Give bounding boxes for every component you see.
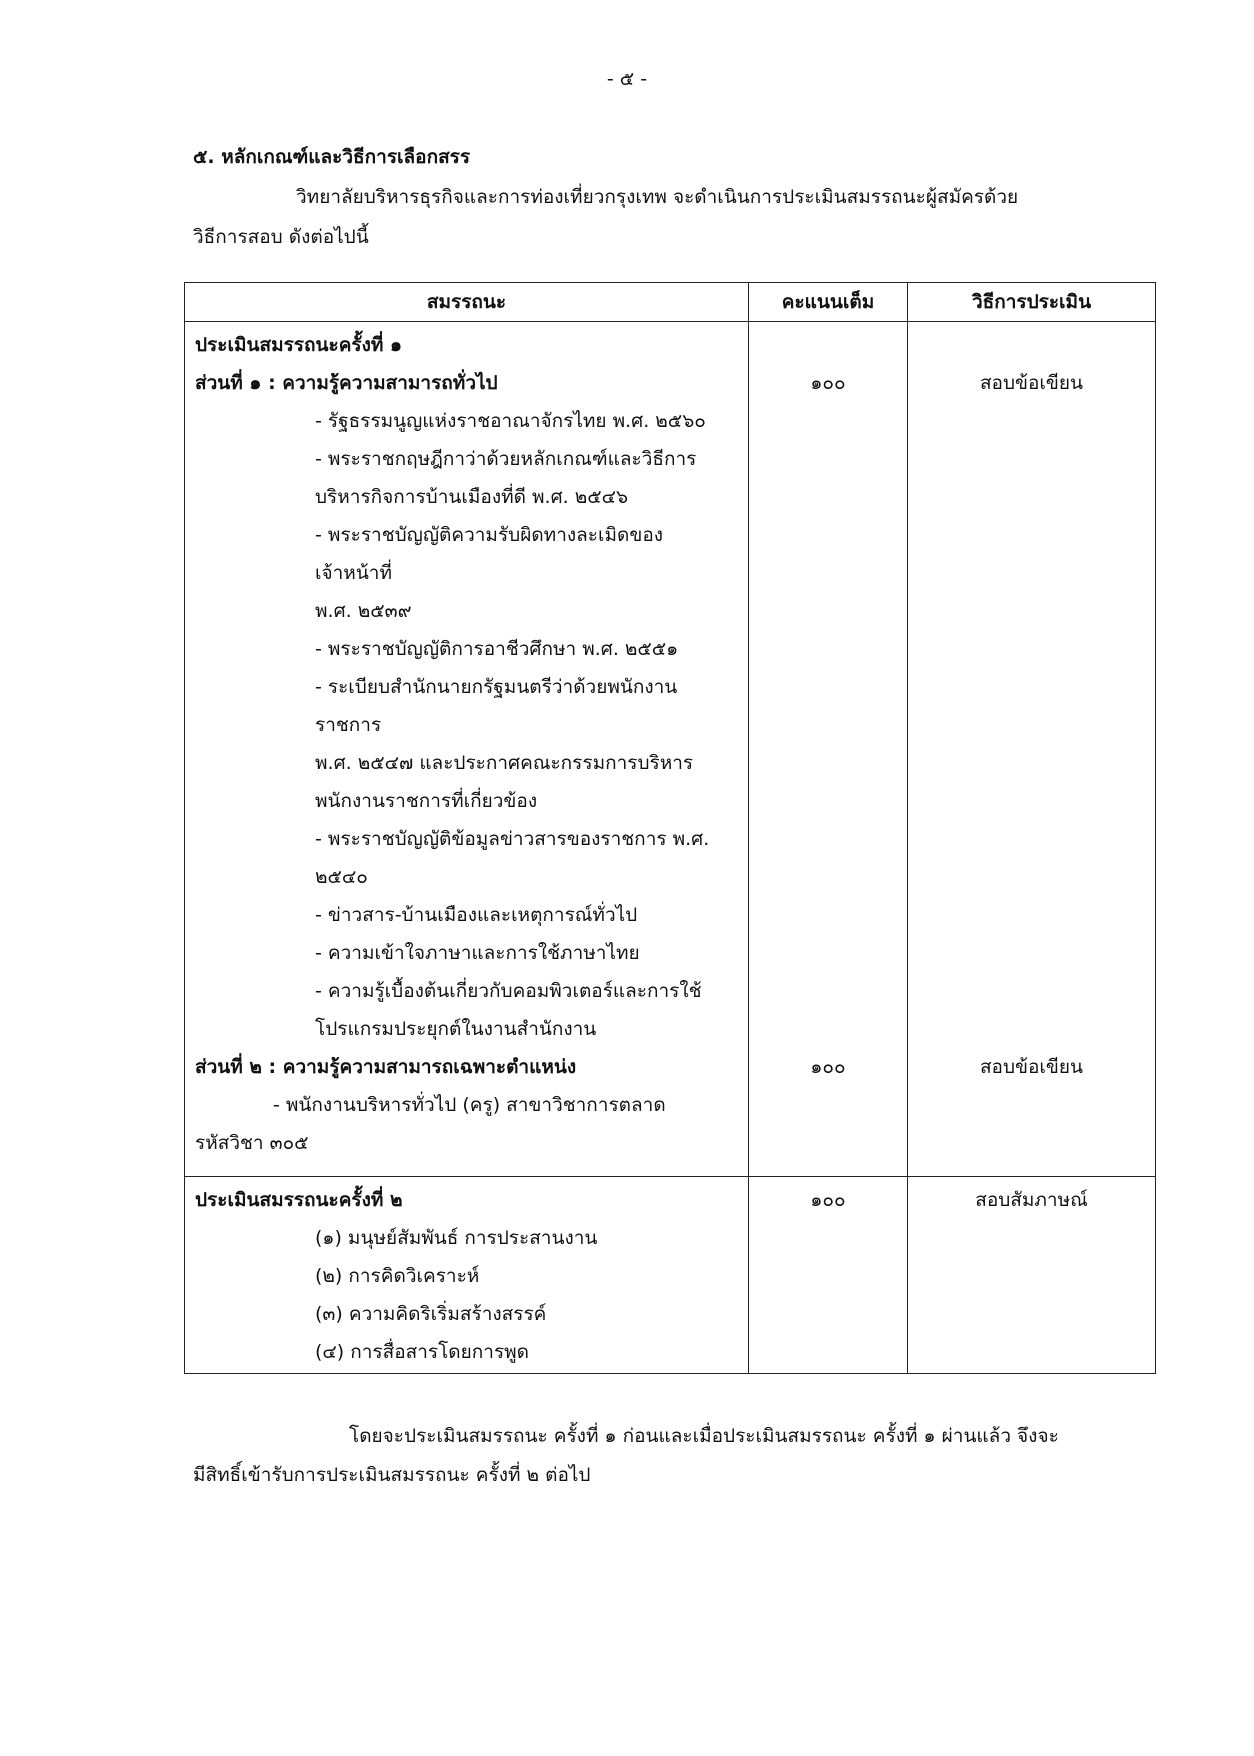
part1-line: - พระราชบัญญัติการอาชีวศึกษา พ.ศ. ๒๕๕๑: [315, 638, 679, 660]
round2-method: สอบสัมภาษณ์: [975, 1189, 1088, 1211]
part2-method: สอบข้อเขียน: [979, 1056, 1084, 1078]
part2-line-1: - พนักงานบริหารทั่วไป (ครู) สาขาวิชาการตลาด: [273, 1094, 666, 1116]
part1-line: โปรแกรมประยุกต์ในงานสำนักงาน: [315, 1018, 597, 1040]
round2-item: (๑) มนุษย์สัมพันธ์ การประสานงาน: [315, 1227, 598, 1249]
part1-line: - ระเบียบสำนักนายกรัฐมนตรีว่าด้วยพนักงาน: [315, 676, 678, 698]
table-row-round2: [185, 1177, 1156, 1374]
part1-line: ราชการ: [315, 714, 382, 736]
header-competency: สมรรถนะ: [185, 283, 749, 322]
round2-item: (๔) การสื่อสารโดยการพูด: [315, 1341, 530, 1363]
section-heading: ๕. หลักเกณฑ์และวิธีการเลือกสรร: [193, 146, 471, 168]
part1-line: พ.ศ. ๒๕๔๗ และประกาศคณะกรรมการบริหาร: [315, 752, 694, 774]
part1-title: ส่วนที่ ๑ : ความรู้ความสามารถทั่วไป: [195, 372, 498, 394]
table-row-round1: [185, 322, 1156, 1177]
table-header-row: [185, 283, 1156, 322]
page-number: - ๕ -: [606, 68, 648, 90]
part1-line: - รัฐธรรมนูญแห่งราชอาณาจักรไทย พ.ศ. ๒๕๖๐: [315, 410, 706, 432]
round2-score: ๑๐๐: [810, 1189, 846, 1211]
part1-line: - พระราชกฤษฎีกาว่าด้วยหลักเกณฑ์และวิธีการ: [315, 448, 697, 470]
round1-score-cell: [749, 322, 908, 1177]
round2-item: (๒) การคิดวิเคราะห์: [315, 1265, 480, 1287]
footer-line-2: มีสิทธิ์เข้ารับการประเมินสมรรถนะ ครั้งที่ ๒ ต่อไป: [193, 1464, 591, 1486]
round1-competency-cell: [185, 322, 749, 1177]
part1-line: - พระราชบัญญัติข้อมูลข่าวสารของราชการ พ.ศ.: [315, 828, 710, 850]
part1-line: - ข่าวสาร-บ้านเมืองและเหตุการณ์ทั่วไป: [315, 904, 638, 926]
round2-competency-cell: [185, 1177, 749, 1374]
part1-line: บริหารกิจการบ้านเมืองที่ดี พ.ศ. ๒๕๔๖: [315, 486, 629, 508]
part1-line: - พระราชบัญญัติความรับผิดทางละเมิดของ: [315, 524, 664, 546]
round1-method-cell: [908, 322, 1156, 1177]
part1-line: - ความรู้เบื้องต้นเกี่ยวกับคอมพิวเตอร์และการใช้: [315, 980, 702, 1002]
part1-line: ๒๕๔๐: [315, 866, 368, 888]
part1-method: สอบข้อเขียน: [979, 372, 1084, 394]
part2-line-2: รหัสวิชา ๓๐๕: [195, 1132, 309, 1154]
round2-method-cell: [908, 1177, 1156, 1374]
part1-line: พนักงานราชการที่เกี่ยวข้อง: [315, 790, 538, 812]
intro-line-1: วิทยาลัยบริหารธุรกิจและการท่องเที่ยวกรุงเทพ จะดำเนินการประเมินสมรรถนะผู้สมัครด้วย: [296, 186, 1019, 208]
intro-line-2: วิธีการสอบ ดังต่อไปนี้: [193, 226, 369, 248]
part1-line: พ.ศ. ๒๕๓๙: [315, 600, 412, 622]
footer-line-1: โดยจะประเมินสมรรถนะ ครั้งที่ ๑ ก่อนและเมื่อประเมินสมรรถนะ ครั้งที่ ๑ ผ่านแล้ว จึงจะ: [349, 1425, 1059, 1447]
round2-title: ประเมินสมรรถนะครั้งที่ ๒: [195, 1189, 403, 1211]
round2-item: (๓) ความคิดริเริ่มสร้างสรรค์: [315, 1303, 547, 1325]
round2-score-cell: [749, 1177, 908, 1374]
competency-table: [184, 282, 1156, 1374]
header-assessment-method: วิธีการประเมิน: [908, 283, 1156, 322]
part1-line: - ความเข้าใจภาษาและการใช้ภาษาไทย: [315, 942, 640, 964]
part2-score: ๑๐๐: [810, 1056, 846, 1078]
part1-score: ๑๐๐: [810, 372, 846, 394]
round1-title: ประเมินสมรรถนะครั้งที่ ๑: [195, 334, 403, 356]
header-full-score: คะแนนเต็ม: [749, 283, 908, 322]
part1-line: เจ้าหน้าที่: [315, 562, 393, 584]
part2-title: ส่วนที่ ๒ : ความรู้ความสามารถเฉพาะตำแหน่ง: [195, 1056, 577, 1078]
